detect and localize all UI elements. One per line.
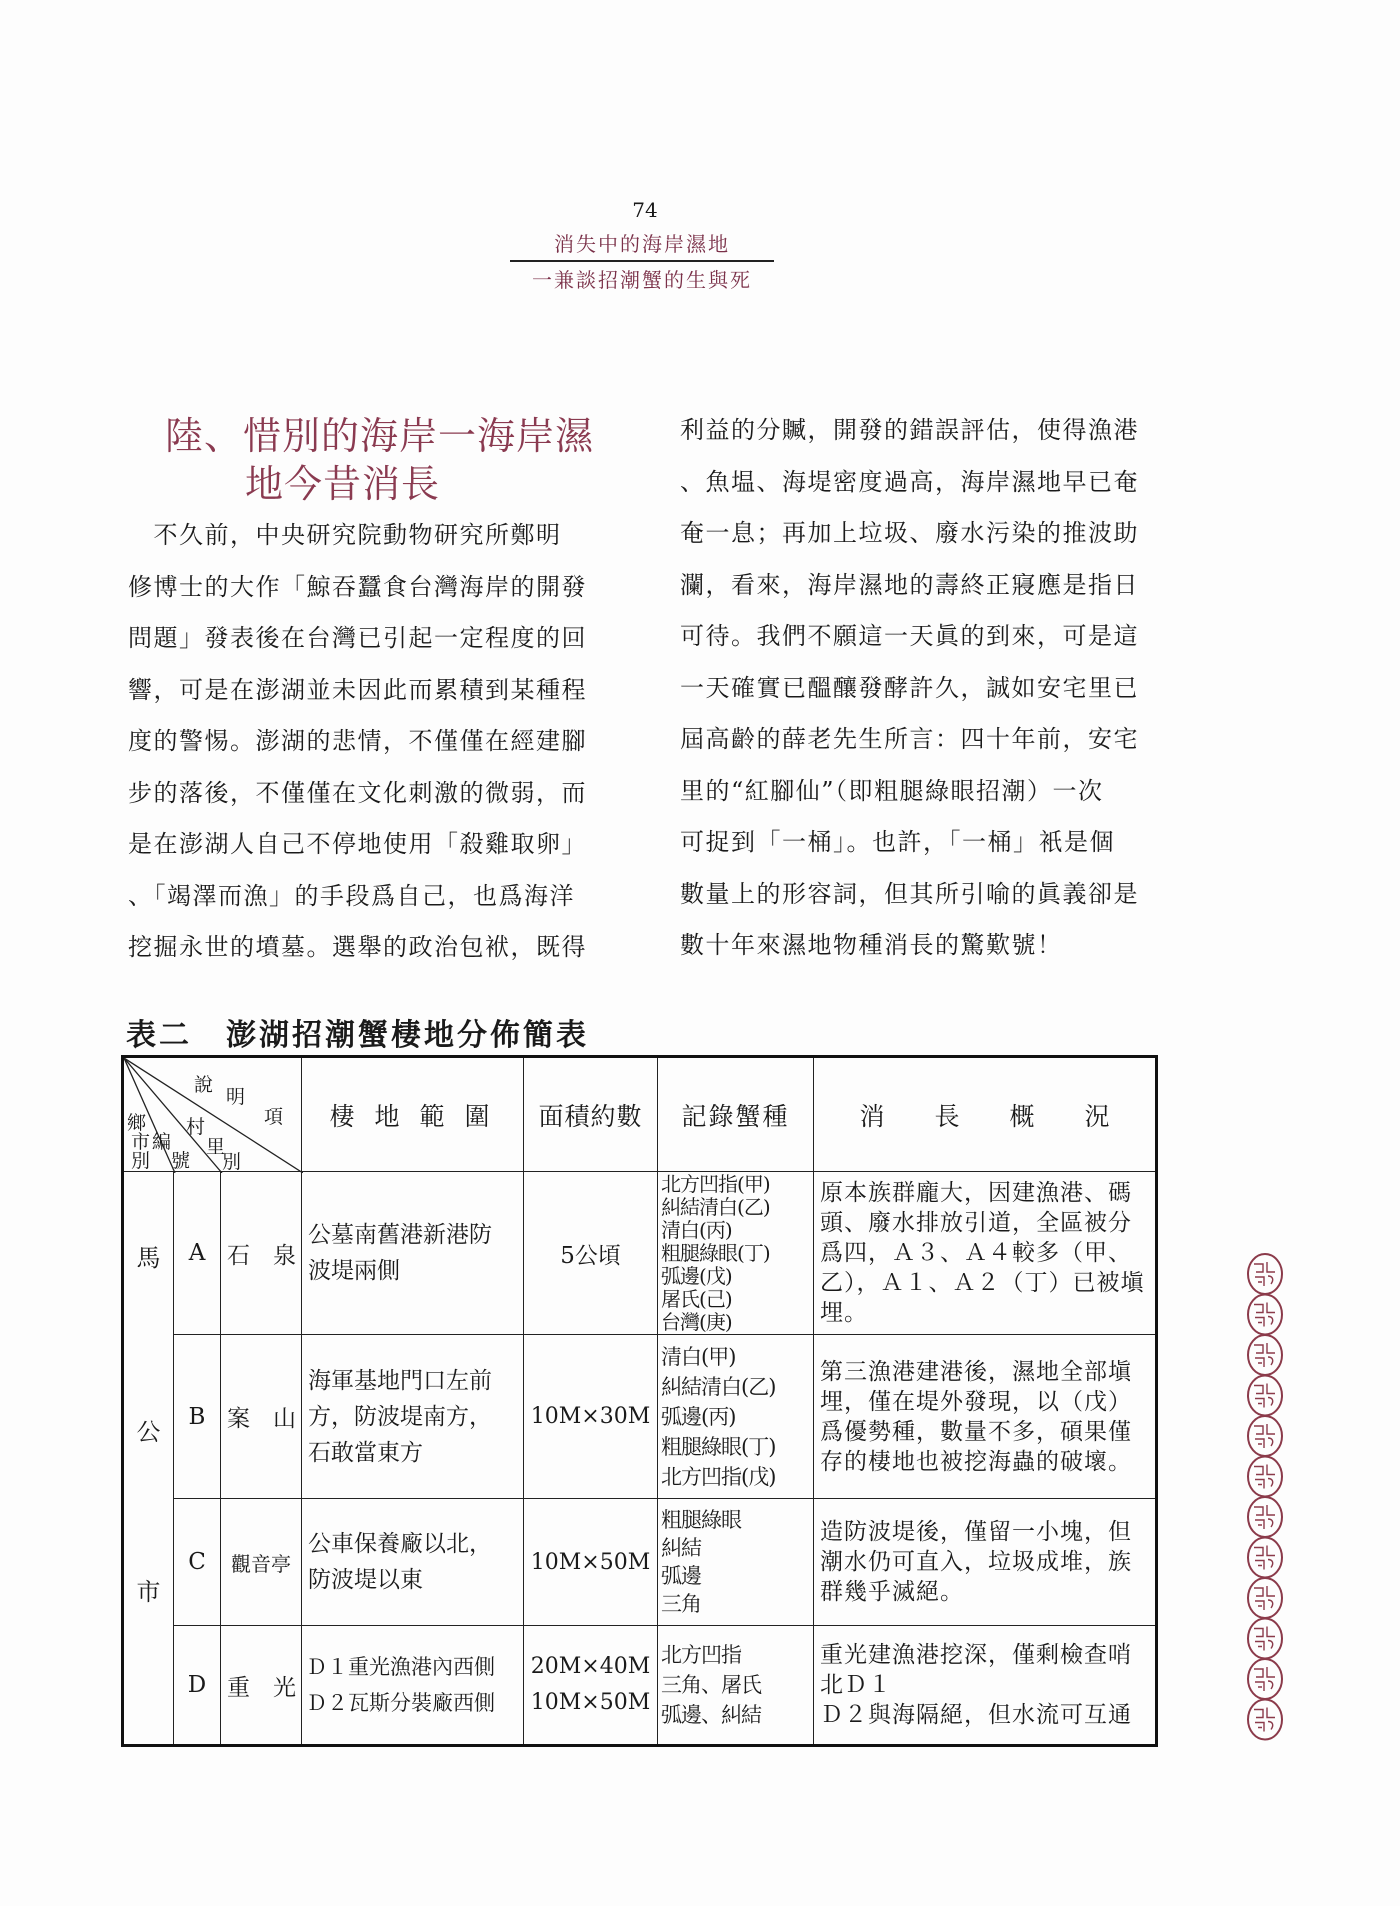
status-cell — [814, 1626, 1157, 1746]
seal-stamp-icon — [1248, 1254, 1282, 1294]
body-line: 奄一息；再加上垃圾、廢水污染的推波助 — [680, 519, 1139, 547]
body-line: 里的“紅腳仙”（即粗腿綠眼招潮）一次 — [680, 776, 1104, 805]
range-line: Ｄ２瓦斯分裝廠西側 — [306, 1691, 496, 1715]
table-caption — [126, 1010, 589, 1054]
table-header-row — [123, 1057, 1157, 1172]
diag-label: 里 — [206, 1136, 226, 1158]
body-line: 挖掘永世的墳墓。選舉的政治包袱，既得 — [128, 933, 587, 961]
species-item: 屠氏(己) — [661, 1286, 732, 1311]
table-row — [123, 1172, 1157, 1335]
range-line: 公車保養廠以北， — [308, 1531, 493, 1557]
body-column-right — [680, 405, 1155, 972]
seal-stamp-icon — [1248, 1619, 1282, 1659]
code-cell: C — [174, 1499, 221, 1626]
diag-label: 說 — [194, 1074, 214, 1096]
page-number: 74 — [632, 198, 658, 222]
area-cell — [524, 1626, 658, 1746]
species-item: 北方凹指(甲) — [661, 1171, 770, 1196]
seal-stamp-icon — [1248, 1376, 1282, 1416]
seal-stamp-icon — [1248, 1700, 1282, 1740]
species-item: 糾結清白(乙) — [661, 1374, 776, 1399]
range-line: 公墓南舊港新港防 — [308, 1222, 493, 1248]
body-line: 數十年來濕地物種消長的驚歎號！ — [680, 931, 1063, 959]
species-item: 粗腿綠眼(丁) — [661, 1240, 770, 1265]
species-item: 弧邊(丙) — [661, 1404, 736, 1429]
diag-label: 鄉 — [127, 1112, 147, 1134]
running-header — [510, 228, 774, 293]
species-cell — [658, 1626, 814, 1746]
range-cell — [302, 1172, 524, 1335]
seal-stamp-icon — [1248, 1295, 1282, 1335]
city-char: 市 — [136, 1578, 161, 1606]
range-cell — [302, 1499, 524, 1626]
status-cell: 造防波堤後，僅留一小塊，但潮水仍可直入，垃圾成堆，族群幾乎滅絕。 — [814, 1499, 1157, 1626]
body-line: 可捉到「一桶」。也許，「一桶」衹是個 — [680, 828, 1115, 856]
seal-stamp-icon — [1248, 1659, 1282, 1699]
section-title-line: 陸、惜別的海岸一海岸濕 — [165, 414, 595, 458]
range-cell — [302, 1626, 524, 1746]
range-line: 海軍基地門口左前 — [308, 1367, 493, 1394]
body-line: 不久前，中央研究院動物研究所鄭明 — [128, 521, 562, 549]
species-item: 三角、屠氏 — [661, 1673, 762, 1697]
diagonal-header-cell — [123, 1057, 302, 1172]
species-item: 粗腿綠眼 — [661, 1508, 742, 1532]
area-line: 10M×50M — [530, 1690, 651, 1715]
status-line: Ｄ２與海隔絕，但水流可互通 — [820, 1702, 1133, 1728]
body-line: 、魚塭、海堤密度過高，海岸濕地早已奄 — [680, 467, 1139, 496]
diag-label: 別 — [131, 1150, 151, 1172]
diag-label: 別 — [222, 1151, 242, 1173]
seal-stamp-icon — [1248, 1335, 1282, 1375]
running-title: 消失中的海岸濕地 — [510, 228, 774, 262]
range-line: 防波堤以東 — [308, 1567, 424, 1593]
body-line: 瀾，看來，海岸濕地的壽終正寢應是指日 — [680, 570, 1139, 599]
body-line: 問題」發表後在台灣已引起一定程度的回 — [128, 624, 587, 652]
habitat-table — [121, 1055, 1158, 1747]
body-line: 響，可是在澎湖並未因此而累積到某種程 — [128, 675, 587, 704]
area-cell: 10M×50M — [524, 1499, 658, 1626]
body-line: 修博士的大作「鯨吞蠶食台灣海岸的開發 — [128, 572, 587, 601]
body-line: 屆高齡的薛老先生所言：四十年前，安宅 — [680, 725, 1139, 753]
range-line: 方，防波堤南方， — [308, 1403, 493, 1430]
city-char: 公 — [136, 1418, 161, 1446]
body-column-left — [128, 510, 600, 974]
header-species: 記錄蟹種 — [658, 1057, 814, 1172]
species-item: 台灣(庚) — [661, 1309, 732, 1334]
species-item: 北方凹指 — [661, 1643, 742, 1667]
body-line: 一天確實已醞釀發酵許久，誠如安宅里已 — [680, 673, 1139, 702]
range-cell — [302, 1335, 524, 1499]
code-cell: D — [174, 1626, 221, 1746]
species-cell — [658, 1499, 814, 1626]
diag-label: 編 — [152, 1131, 172, 1153]
species-item: 清白(丙) — [661, 1217, 732, 1242]
species-cell — [658, 1335, 814, 1499]
range-line: Ｄ１重光漁港內西側 — [306, 1655, 496, 1679]
diag-label: 明 — [226, 1086, 246, 1108]
village-cell: 重 光 — [221, 1626, 302, 1746]
species-item: 糾結 — [661, 1536, 702, 1560]
section-title-line: 地今昔消長 — [245, 462, 441, 506]
table-row — [123, 1626, 1157, 1746]
species-cell — [658, 1172, 814, 1335]
seal-stamp-icon — [1248, 1538, 1282, 1578]
village-cell: 案 山 — [221, 1335, 302, 1499]
area-line: 20M×40M — [530, 1654, 651, 1679]
area-cell: 10M×30M — [524, 1335, 658, 1499]
city-cell — [123, 1172, 174, 1746]
seal-stamp-icon — [1248, 1416, 1282, 1456]
species-item: 弧邊(戊) — [661, 1263, 732, 1288]
diag-label: 村 — [186, 1116, 206, 1138]
diag-label: 號 — [171, 1150, 191, 1172]
table-row — [123, 1499, 1157, 1626]
header-area: 面積約數 — [524, 1057, 658, 1172]
code-cell: B — [174, 1335, 221, 1499]
status-cell: 第三漁港建港後，濕地全部塡埋，僅在堤外發現，以（戊）爲優勢種，數量不多，碩果僅存的棲地也被挖海蟲的破壞。 — [814, 1335, 1157, 1499]
seal-stamp-strip — [1240, 1250, 1290, 1750]
species-item: 弧邊 — [661, 1564, 702, 1588]
status-cell: 原本族群龐大，因建漁港、碼頭、廢水排放引道，全區被分爲四，Ａ３、Ａ４較多（甲、乙），Ａ１、Ａ２（丁）已被塡埋。 — [814, 1172, 1157, 1335]
village-cell: 石 泉 — [221, 1172, 302, 1335]
species-item: 糾結清白(乙) — [661, 1194, 770, 1219]
species-item: 弧邊、糾結 — [661, 1703, 762, 1727]
species-item: 三角 — [661, 1592, 702, 1616]
seal-stamp-icon — [1248, 1497, 1282, 1537]
code-cell: A — [174, 1172, 221, 1335]
header-status: 消 長 概 況 — [814, 1057, 1157, 1172]
species-item: 清白(甲) — [661, 1344, 736, 1369]
seal-stamp-icon — [1248, 1578, 1282, 1618]
city-char: 馬 — [136, 1244, 161, 1272]
diag-label: 項 — [264, 1106, 284, 1128]
body-line: 、「竭澤而漁」的手段爲自己，也爲海洋 — [128, 881, 575, 910]
seal-stamp-icon — [1248, 1457, 1282, 1497]
species-item: 北方凹指(戊) — [661, 1464, 776, 1489]
village-cell: 觀音亭 — [221, 1499, 302, 1626]
body-line: 利益的分贓，開發的錯誤評估，使得漁港 — [680, 416, 1139, 444]
status-line: 北Ｄ１ — [820, 1672, 893, 1698]
running-subtitle: 一兼談招潮蟹的生與死 — [532, 268, 752, 292]
header-habitat-range: 棲 地 範 圍 — [302, 1057, 524, 1172]
table-number: 表二 — [126, 1018, 192, 1053]
diag-label: 市 — [131, 1131, 151, 1153]
body-line: 步的落後，不僅僅在文化刺激的微弱，而 — [128, 778, 587, 807]
species-item: 粗腿綠眼(丁) — [661, 1434, 776, 1459]
body-line: 度的警惕。澎湖的悲情，不僅僅在經建腳 — [128, 727, 587, 755]
status-line: 重光建漁港挖深，僅剩檢查哨 — [820, 1642, 1133, 1668]
table-row — [123, 1335, 1157, 1499]
body-line: 可待。我們不願這一天眞的到來，可是這 — [680, 622, 1139, 650]
area-cell: 5公頃 — [524, 1172, 658, 1335]
body-line: 數量上的形容詞，但其所引喻的眞義卻是 — [680, 879, 1139, 908]
section-title — [165, 412, 605, 508]
table-title: 澎湖招潮蟹棲地分佈簡表 — [226, 1018, 589, 1053]
body-line: 是在澎湖人自己不停地使用「殺雞取卵」 — [128, 830, 587, 858]
range-line: 波堤兩側 — [308, 1258, 401, 1284]
range-line: 石敢當東方 — [308, 1439, 424, 1466]
